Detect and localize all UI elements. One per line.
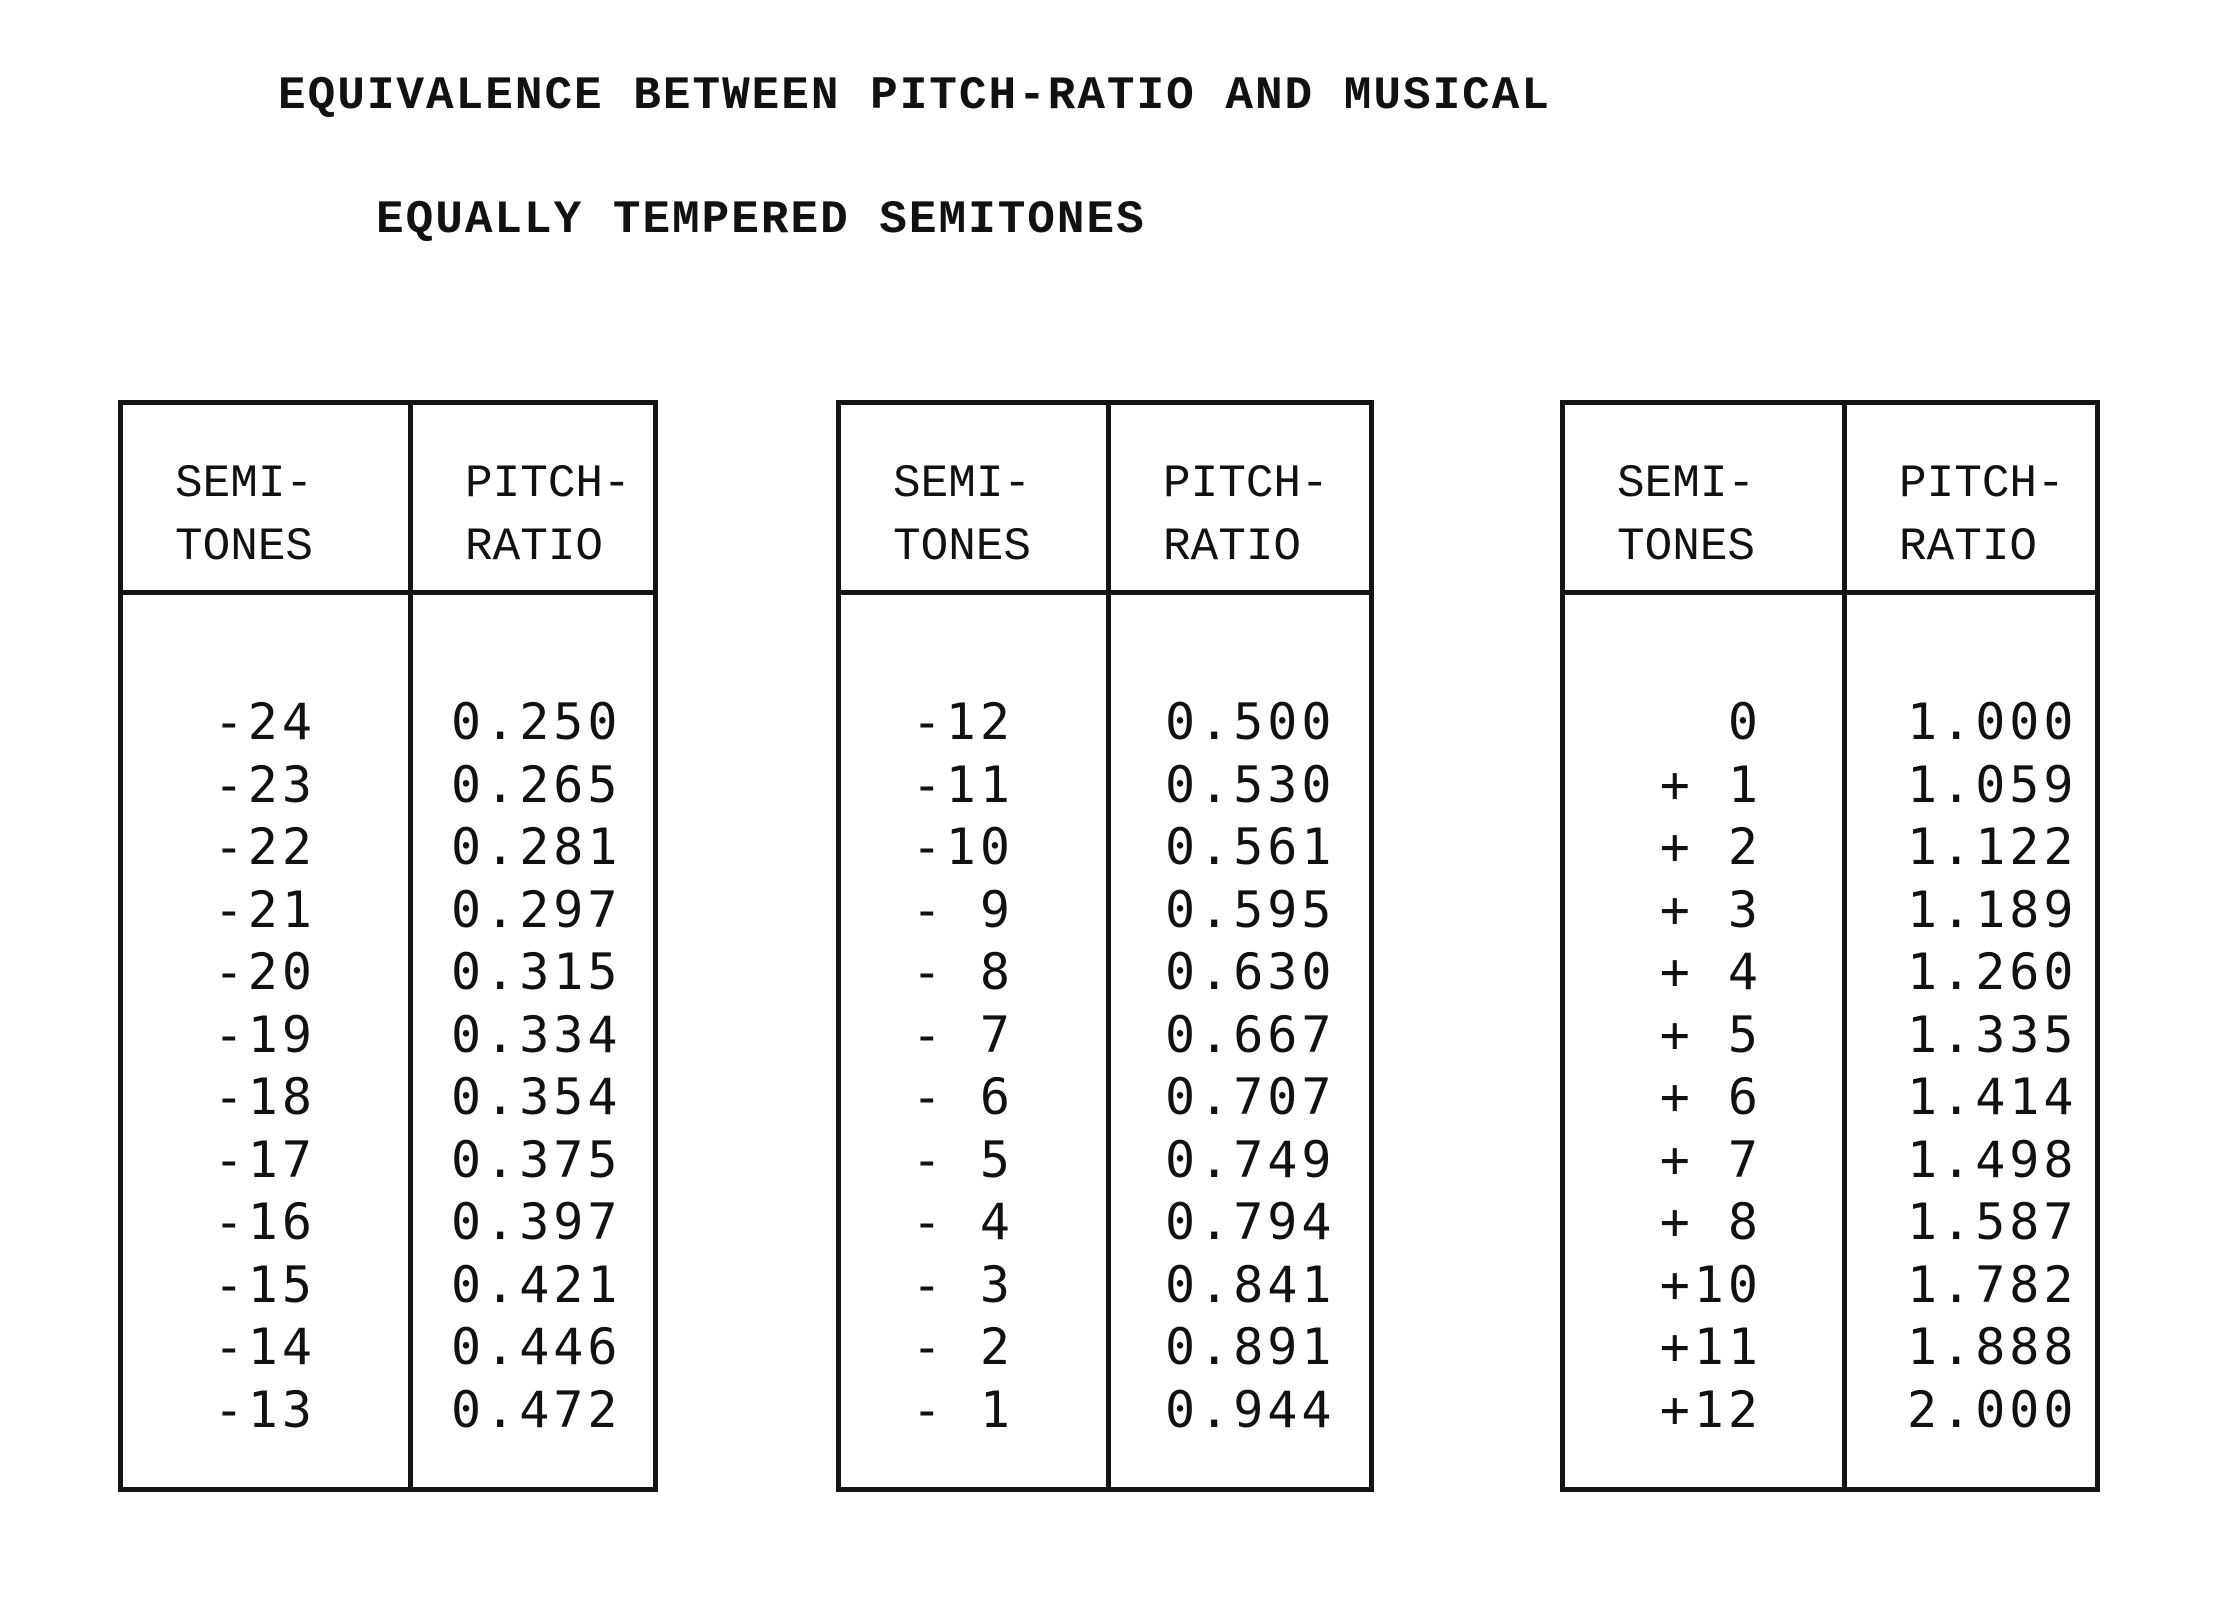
header-line: RATIO [465, 520, 604, 573]
semitone-value: +12 [1659, 1380, 1762, 1439]
pitch-ratio-value: 0.561 [1165, 818, 1336, 876]
semitone-value: -16 [213, 1193, 316, 1251]
pitch-ratio-column [1111, 595, 1369, 1487]
semitone-value: -14 [213, 1318, 316, 1376]
semitone-table-1 [118, 400, 658, 1492]
semitone-value: -15 [213, 1255, 316, 1314]
semitones-column [123, 595, 413, 1487]
semitone-value: - 6 [911, 1068, 1014, 1126]
semitone-value: -19 [213, 1005, 316, 1064]
pitch-ratio-value: 0.250 [451, 693, 622, 751]
semitone-value: + 6 [1659, 1068, 1762, 1126]
pitch-ratio-value: 1.587 [1907, 1193, 2078, 1251]
header-line: TONES [1617, 520, 1756, 573]
pitch-ratio-value: 1.498 [1907, 1130, 2078, 1189]
semitone-value: -18 [213, 1068, 316, 1126]
header-line: TONES [893, 520, 1032, 573]
pitch-ratio-value: 0.297 [451, 880, 622, 939]
semitones-column [841, 595, 1111, 1487]
semitone-value: -22 [213, 818, 316, 876]
semitone-value: + 3 [1659, 880, 1762, 939]
pitch-ratio-value: 0.500 [1165, 693, 1336, 751]
semitone-table-3 [1560, 400, 2100, 1492]
pitch-ratio-header [413, 405, 653, 595]
pitch-ratio-value: 0.794 [1165, 1193, 1336, 1251]
pitch-ratio-value: 1.260 [1907, 943, 2078, 1001]
pitch-ratio-value: 0.375 [451, 1130, 622, 1189]
semitone-value: -11 [911, 755, 1014, 814]
semitone-value: -17 [213, 1130, 316, 1189]
semitone-value: -23 [213, 755, 316, 814]
pitch-ratio-value: 1.782 [1907, 1255, 2078, 1314]
pitch-ratio-value: 0.354 [451, 1068, 622, 1126]
pitch-ratio-value: 1.000 [1907, 693, 2078, 751]
semitones-header [123, 405, 413, 595]
semitone-value: - 5 [911, 1130, 1014, 1189]
semitone-value: + 2 [1659, 818, 1762, 876]
pitch-ratio-value: 1.335 [1907, 1005, 2078, 1064]
pitch-ratio-value: 1.189 [1907, 880, 2078, 939]
semitone-value: -21 [213, 880, 316, 939]
semitone-value: - 1 [911, 1380, 1014, 1439]
semitone-value: - 7 [911, 1005, 1014, 1064]
pitch-ratio-value: 0.595 [1165, 880, 1336, 939]
semitone-value: - 3 [911, 1255, 1014, 1314]
semitones-column [1565, 595, 1847, 1487]
header-line: SEMI- [1617, 458, 1756, 510]
pitch-ratio-header [1111, 405, 1369, 595]
pitch-ratio-value: 0.630 [1165, 943, 1336, 1001]
pitch-ratio-value: 0.315 [451, 943, 622, 1001]
semitone-value: - 2 [911, 1318, 1014, 1376]
semitones-header [1565, 405, 1847, 595]
semitone-value: -10 [911, 818, 1014, 876]
header-line: SEMI- [175, 458, 314, 510]
semitone-value: - 8 [911, 943, 1014, 1001]
pitch-ratio-column [413, 595, 653, 1487]
pitch-ratio-value: 0.944 [1165, 1380, 1336, 1439]
pitch-ratio-value: 0.841 [1165, 1255, 1336, 1314]
pitch-ratio-value: 1.122 [1907, 818, 2078, 876]
document-title: EQUIVALENCE BETWEEN PITCH-RATIO AND MUSICAL [278, 70, 1551, 122]
header-line: RATIO [1899, 520, 2038, 573]
semitone-value: 0 [1727, 693, 1762, 751]
semitone-value: +11 [1659, 1318, 1762, 1376]
header-line: SEMI- [893, 458, 1032, 510]
header-line: TONES [175, 520, 314, 573]
pitch-ratio-value: 0.472 [451, 1380, 622, 1439]
semitone-value: + 4 [1659, 943, 1762, 1001]
pitch-ratio-value: 0.667 [1165, 1005, 1336, 1064]
header-line: RATIO [1163, 520, 1302, 573]
semitone-value: + 8 [1659, 1193, 1762, 1251]
pitch-ratio-value: 0.749 [1165, 1130, 1336, 1189]
semitone-value: -13 [213, 1380, 316, 1439]
pitch-ratio-column [1847, 595, 2095, 1487]
pitch-ratio-value: 1.414 [1907, 1068, 2078, 1126]
pitch-ratio-value: 1.059 [1907, 755, 2078, 814]
semitone-value: - 4 [911, 1193, 1014, 1251]
semitones-header [841, 405, 1111, 595]
semitone-value: -20 [213, 943, 316, 1001]
header-line: PITCH- [1163, 458, 1329, 510]
semitone-table-2 [836, 400, 1374, 1492]
semitone-value: + 7 [1659, 1130, 1762, 1189]
header-line: PITCH- [465, 458, 631, 510]
pitch-ratio-value: 0.281 [451, 818, 622, 876]
semitone-value: + 5 [1659, 1005, 1762, 1064]
header-line: PITCH- [1899, 458, 2065, 510]
document-subtitle: EQUALLY TEMPERED SEMITONES [376, 194, 1146, 246]
pitch-ratio-value: 0.707 [1165, 1068, 1336, 1126]
semitone-value: - 9 [911, 880, 1014, 939]
pitch-ratio-value: 0.421 [451, 1255, 622, 1314]
semitone-value: -24 [213, 693, 316, 751]
semitone-value: + 1 [1659, 755, 1762, 814]
pitch-ratio-value: 0.446 [451, 1318, 622, 1376]
semitone-value: -12 [911, 693, 1014, 751]
semitone-value: +10 [1659, 1255, 1762, 1314]
pitch-ratio-header [1847, 405, 2095, 595]
pitch-ratio-value: 2.000 [1907, 1380, 2078, 1439]
pitch-ratio-value: 0.265 [451, 755, 622, 814]
pitch-ratio-value: 0.530 [1165, 755, 1336, 814]
pitch-ratio-value: 0.334 [451, 1005, 622, 1064]
pitch-ratio-value: 1.888 [1907, 1318, 2078, 1376]
pitch-ratio-value: 0.891 [1165, 1318, 1336, 1376]
pitch-ratio-value: 0.397 [451, 1193, 622, 1251]
